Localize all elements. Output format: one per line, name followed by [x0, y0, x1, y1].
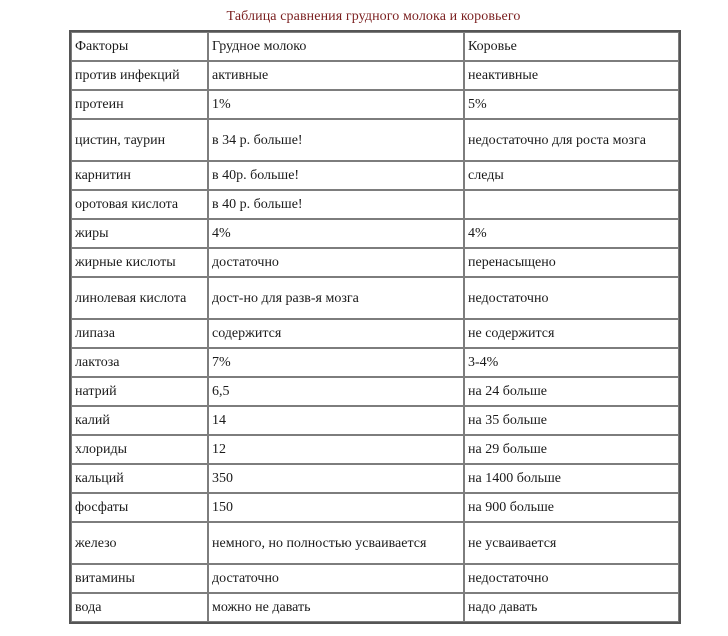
factor-cell: железо — [71, 522, 208, 564]
cow-milk-cell: недостаточно — [464, 564, 679, 593]
breast-milk-cell: можно не давать — [208, 593, 464, 622]
table-row — [71, 190, 679, 219]
table-row — [71, 248, 679, 277]
factor-cell: фосфаты — [71, 493, 208, 522]
breast-milk-cell: 7% — [208, 348, 464, 377]
table-row — [71, 61, 679, 90]
table-row — [71, 564, 679, 593]
breast-milk-cell: активные — [208, 61, 464, 90]
table-row — [71, 348, 679, 377]
factor-cell: карнитин — [71, 161, 208, 190]
comparison-table — [69, 30, 681, 624]
cow-milk-cell: на 24 больше — [464, 377, 679, 406]
breast-milk-cell: содержится — [208, 319, 464, 348]
table-row — [71, 161, 679, 190]
table-row — [71, 377, 679, 406]
factor-cell: кальций — [71, 464, 208, 493]
cow-milk-cell — [464, 190, 679, 219]
cow-milk-cell: надо давать — [464, 593, 679, 622]
cow-milk-cell: 5% — [464, 90, 679, 119]
breast-milk-cell: в 40р. больше! — [208, 161, 464, 190]
table-header-row — [71, 32, 679, 61]
cow-milk-cell: перенасыщено — [464, 248, 679, 277]
cow-milk-cell: 4% — [464, 219, 679, 248]
factor-cell: липаза — [71, 319, 208, 348]
factor-cell: против инфекций — [71, 61, 208, 90]
breast-milk-cell: 6,5 — [208, 377, 464, 406]
factor-cell: вода — [71, 593, 208, 622]
cow-milk-cell: не усваивается — [464, 522, 679, 564]
cow-milk-cell: следы — [464, 161, 679, 190]
cow-milk-cell: на 29 больше — [464, 435, 679, 464]
table-row — [71, 522, 679, 564]
breast-milk-cell: 4% — [208, 219, 464, 248]
factor-cell: жиры — [71, 219, 208, 248]
factor-cell: витамины — [71, 564, 208, 593]
breast-milk-cell: в 40 р. больше! — [208, 190, 464, 219]
factor-cell: хлориды — [71, 435, 208, 464]
header-cell-factors: Факторы — [71, 32, 208, 61]
factor-cell: калий — [71, 406, 208, 435]
factor-cell: натрий — [71, 377, 208, 406]
cow-milk-cell: на 1400 больше — [464, 464, 679, 493]
breast-milk-cell: 14 — [208, 406, 464, 435]
table-row — [71, 219, 679, 248]
cow-milk-cell: неактивные — [464, 61, 679, 90]
table-row — [71, 464, 679, 493]
cow-milk-cell: не содержится — [464, 319, 679, 348]
header-cell-breast-milk: Грудное молоко — [208, 32, 464, 61]
factor-cell: линолевая кислота — [71, 277, 208, 319]
cow-milk-cell: на 35 больше — [464, 406, 679, 435]
header-cell-cow-milk: Коровье — [464, 32, 679, 61]
breast-milk-cell: в 34 р. больше! — [208, 119, 464, 161]
factor-cell: лактоза — [71, 348, 208, 377]
breast-milk-cell: 1% — [208, 90, 464, 119]
cow-milk-cell: 3-4% — [464, 348, 679, 377]
breast-milk-cell: дост-но для разв-я мозга — [208, 277, 464, 319]
table-row — [71, 406, 679, 435]
breast-milk-cell: достаточно — [208, 564, 464, 593]
cow-milk-cell: недостаточно для роста мозга — [464, 119, 679, 161]
table-row — [71, 90, 679, 119]
table-row — [71, 593, 679, 622]
factor-cell: цистин, таурин — [71, 119, 208, 161]
factor-cell: оротовая кислота — [71, 190, 208, 219]
cow-milk-cell: недостаточно — [464, 277, 679, 319]
table-row — [71, 493, 679, 522]
table-row — [71, 119, 679, 161]
breast-milk-cell: 12 — [208, 435, 464, 464]
cow-milk-cell: на 900 больше — [464, 493, 679, 522]
table-row — [71, 435, 679, 464]
factor-cell: жирные кислоты — [71, 248, 208, 277]
table-row — [71, 319, 679, 348]
table-caption: Таблица сравнения грудного молока и коровьего — [226, 9, 521, 24]
breast-milk-cell: немного, но полностью усваивается — [208, 522, 464, 564]
breast-milk-cell: достаточно — [208, 248, 464, 277]
breast-milk-cell: 350 — [208, 464, 464, 493]
factor-cell: протеин — [71, 90, 208, 119]
breast-milk-cell: 150 — [208, 493, 464, 522]
table-row — [71, 277, 679, 319]
